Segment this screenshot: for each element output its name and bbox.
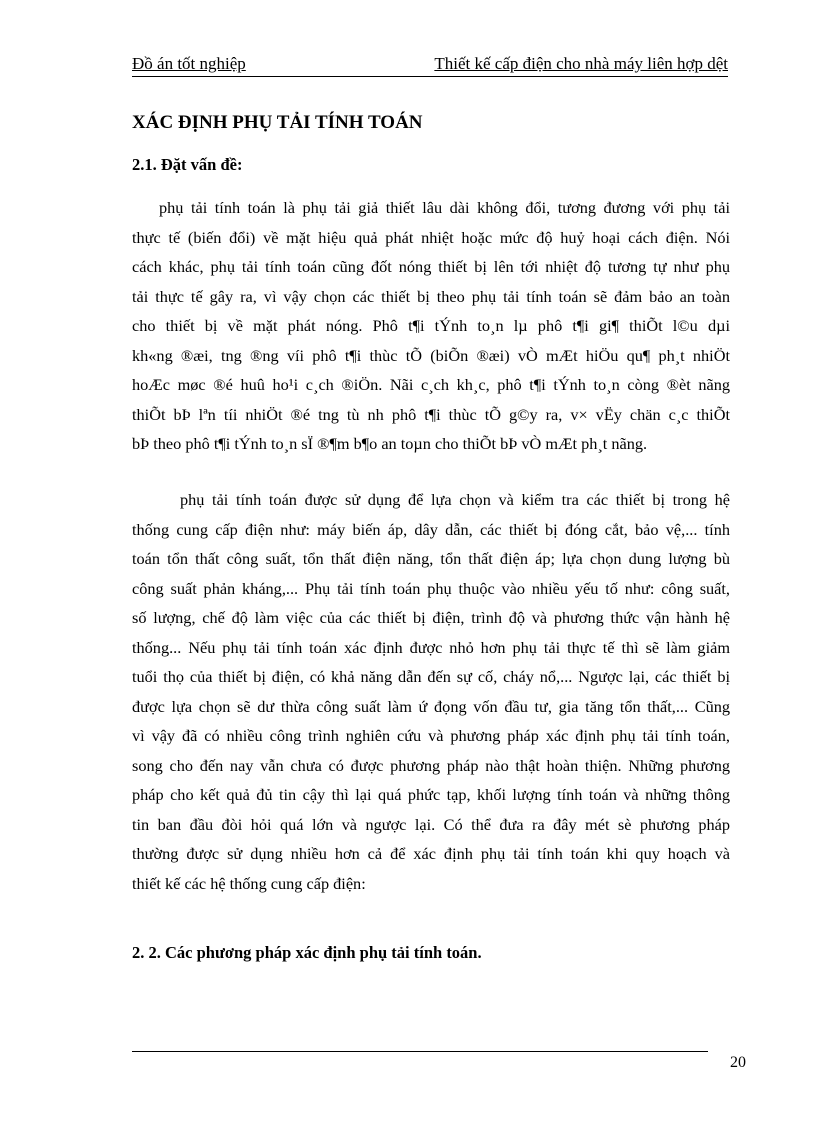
paragraph-line: được lựa chọn sẽ dư thừa công suất làm ứ đọng vốn đầu tư, gia tăng tổn thất,... Cũng <box>132 696 730 716</box>
paragraph-2 <box>132 485 730 898</box>
paragraph-line: thống cung cấp điện như: máy biến áp, dây dẫn, các thiết bị đóng cắt, bảo vệ,... tính <box>132 519 730 539</box>
paragraph-line: cách khác, phụ tải tính toán cũng đốt nóng thiết bị lên tới nhiệt độ tương tự như phụ <box>132 257 730 276</box>
paragraph-line: tin ban đầu đòi hỏi quá lớn và ngược lại. Có thể đưa ra đây mét sè phương pháp <box>132 814 730 834</box>
paragraph-line: tuổi thọ của thiết bị điện, có khả năng dẫn đến sự cố, cháy nổ,... Ngược lại, các thiết bị <box>132 667 730 686</box>
section-heading-2-2: 2. 2. Các phương pháp xác định phụ tải tính toán. <box>132 943 482 962</box>
paragraph-line: vì vậy đã có nhiều công trình nghiên cứu và phương pháp xác định phụ tải tính toán, <box>132 726 730 745</box>
paragraph-line: thống... Nếu phụ tải tính toán xác định được nhỏ hơn phụ tải thực tế thì sẽ làm giảm <box>132 637 730 657</box>
paragraph-line: thiÕt bÞ lªn tíi nhiÖt ®é tng tù nh phô t¶i thùc tÕ g©y ra, v× vËy chän c¸c thiÕt <box>132 404 730 424</box>
header-rule <box>132 76 728 77</box>
paragraph-line: bÞ theo phô t¶i tÝnh to¸n sÏ ®¶m b¶o an toµn cho thiÕt bÞ vÒ mÆt ph¸t nãng. <box>132 434 648 453</box>
paragraph-line: toán tổn thất công suất, tổn thất điện năng, tổn thất điện áp; lựa chọn dung lượng bù <box>132 549 730 568</box>
paragraph-line: thường được sử dụng nhiều hơn cả để xác định phụ tải tính toán khi quy hoạch và <box>132 844 730 863</box>
paragraph-line: tải thực tế gây ra, vì vậy chọn các thiết bị theo phụ tải tính toán sẽ đảm bảo an toàn <box>132 286 730 306</box>
paragraph-line: kh«ng ®æi, tng ®ng víi phô t¶i thùc tÕ (biÕn ®æi) vÒ mÆt hiÖu qu¶ ph¸t nhiÖt <box>132 345 730 365</box>
paragraph-line: hoÆc møc ®é huû ho¹i c¸ch ®iÖn. Nãi c¸ch kh¸c, phô t¶i tÝnh to¸n còng ®èt nãng <box>132 375 730 394</box>
paragraph-line: công suất phản kháng,... Phụ tải tính toán phụ thuộc vào nhiều yếu tố như: công suất, <box>132 578 730 598</box>
header-document-title: Thiết kế cấp điện cho nhà máy liên hợp dệt <box>434 54 728 73</box>
footer-rule <box>132 1051 708 1052</box>
paragraph-line: phụ tải tính toán được sử dụng để lựa chọn và kiểm tra các thiết bị trong hệ <box>180 490 730 509</box>
header-document-type: Đồ án tốt nghiệp <box>132 54 246 73</box>
page-header <box>132 54 728 76</box>
paragraph-line: cho thiết bị về mặt phát nóng. Phô t¶i tÝnh to¸n lµ phô t¶i gi¶ thiÕt l©u dµi <box>132 316 730 335</box>
page-title: XÁC ĐỊNH PHỤ TẢI TÍNH TOÁN <box>132 112 423 133</box>
paragraph-line: thiết kế các hệ thống cung cấp điện: <box>132 873 366 893</box>
paragraph-line: thực tế (biến đổi) về mặt hiệu quả phát nhiệt hoặc mức độ huỷ hoại cách điện. Nói <box>132 227 730 247</box>
paragraph-line: song cho đến nay vẫn chưa có được phương pháp nào thật hoàn thiện. Những phương <box>132 755 730 775</box>
paragraph-line: phụ tải tính toán là phụ tải giả thiết lâu dài không đổi, tương đương với phụ tải <box>159 198 730 217</box>
paragraph-line: số lượng, chế độ làm việc của các thiết bị điện, trình độ và phương thức vận hành hệ <box>132 608 730 627</box>
paragraph-line: pháp cho kết quả đủ tin cậy thì lại quá phức tạp, khối lượng tính toán và những thông <box>132 785 730 804</box>
page-number: 20 <box>730 1054 746 1071</box>
paragraph-1 <box>132 193 730 459</box>
section-heading-2-1: 2.1. Đặt vấn đề: <box>132 155 243 174</box>
